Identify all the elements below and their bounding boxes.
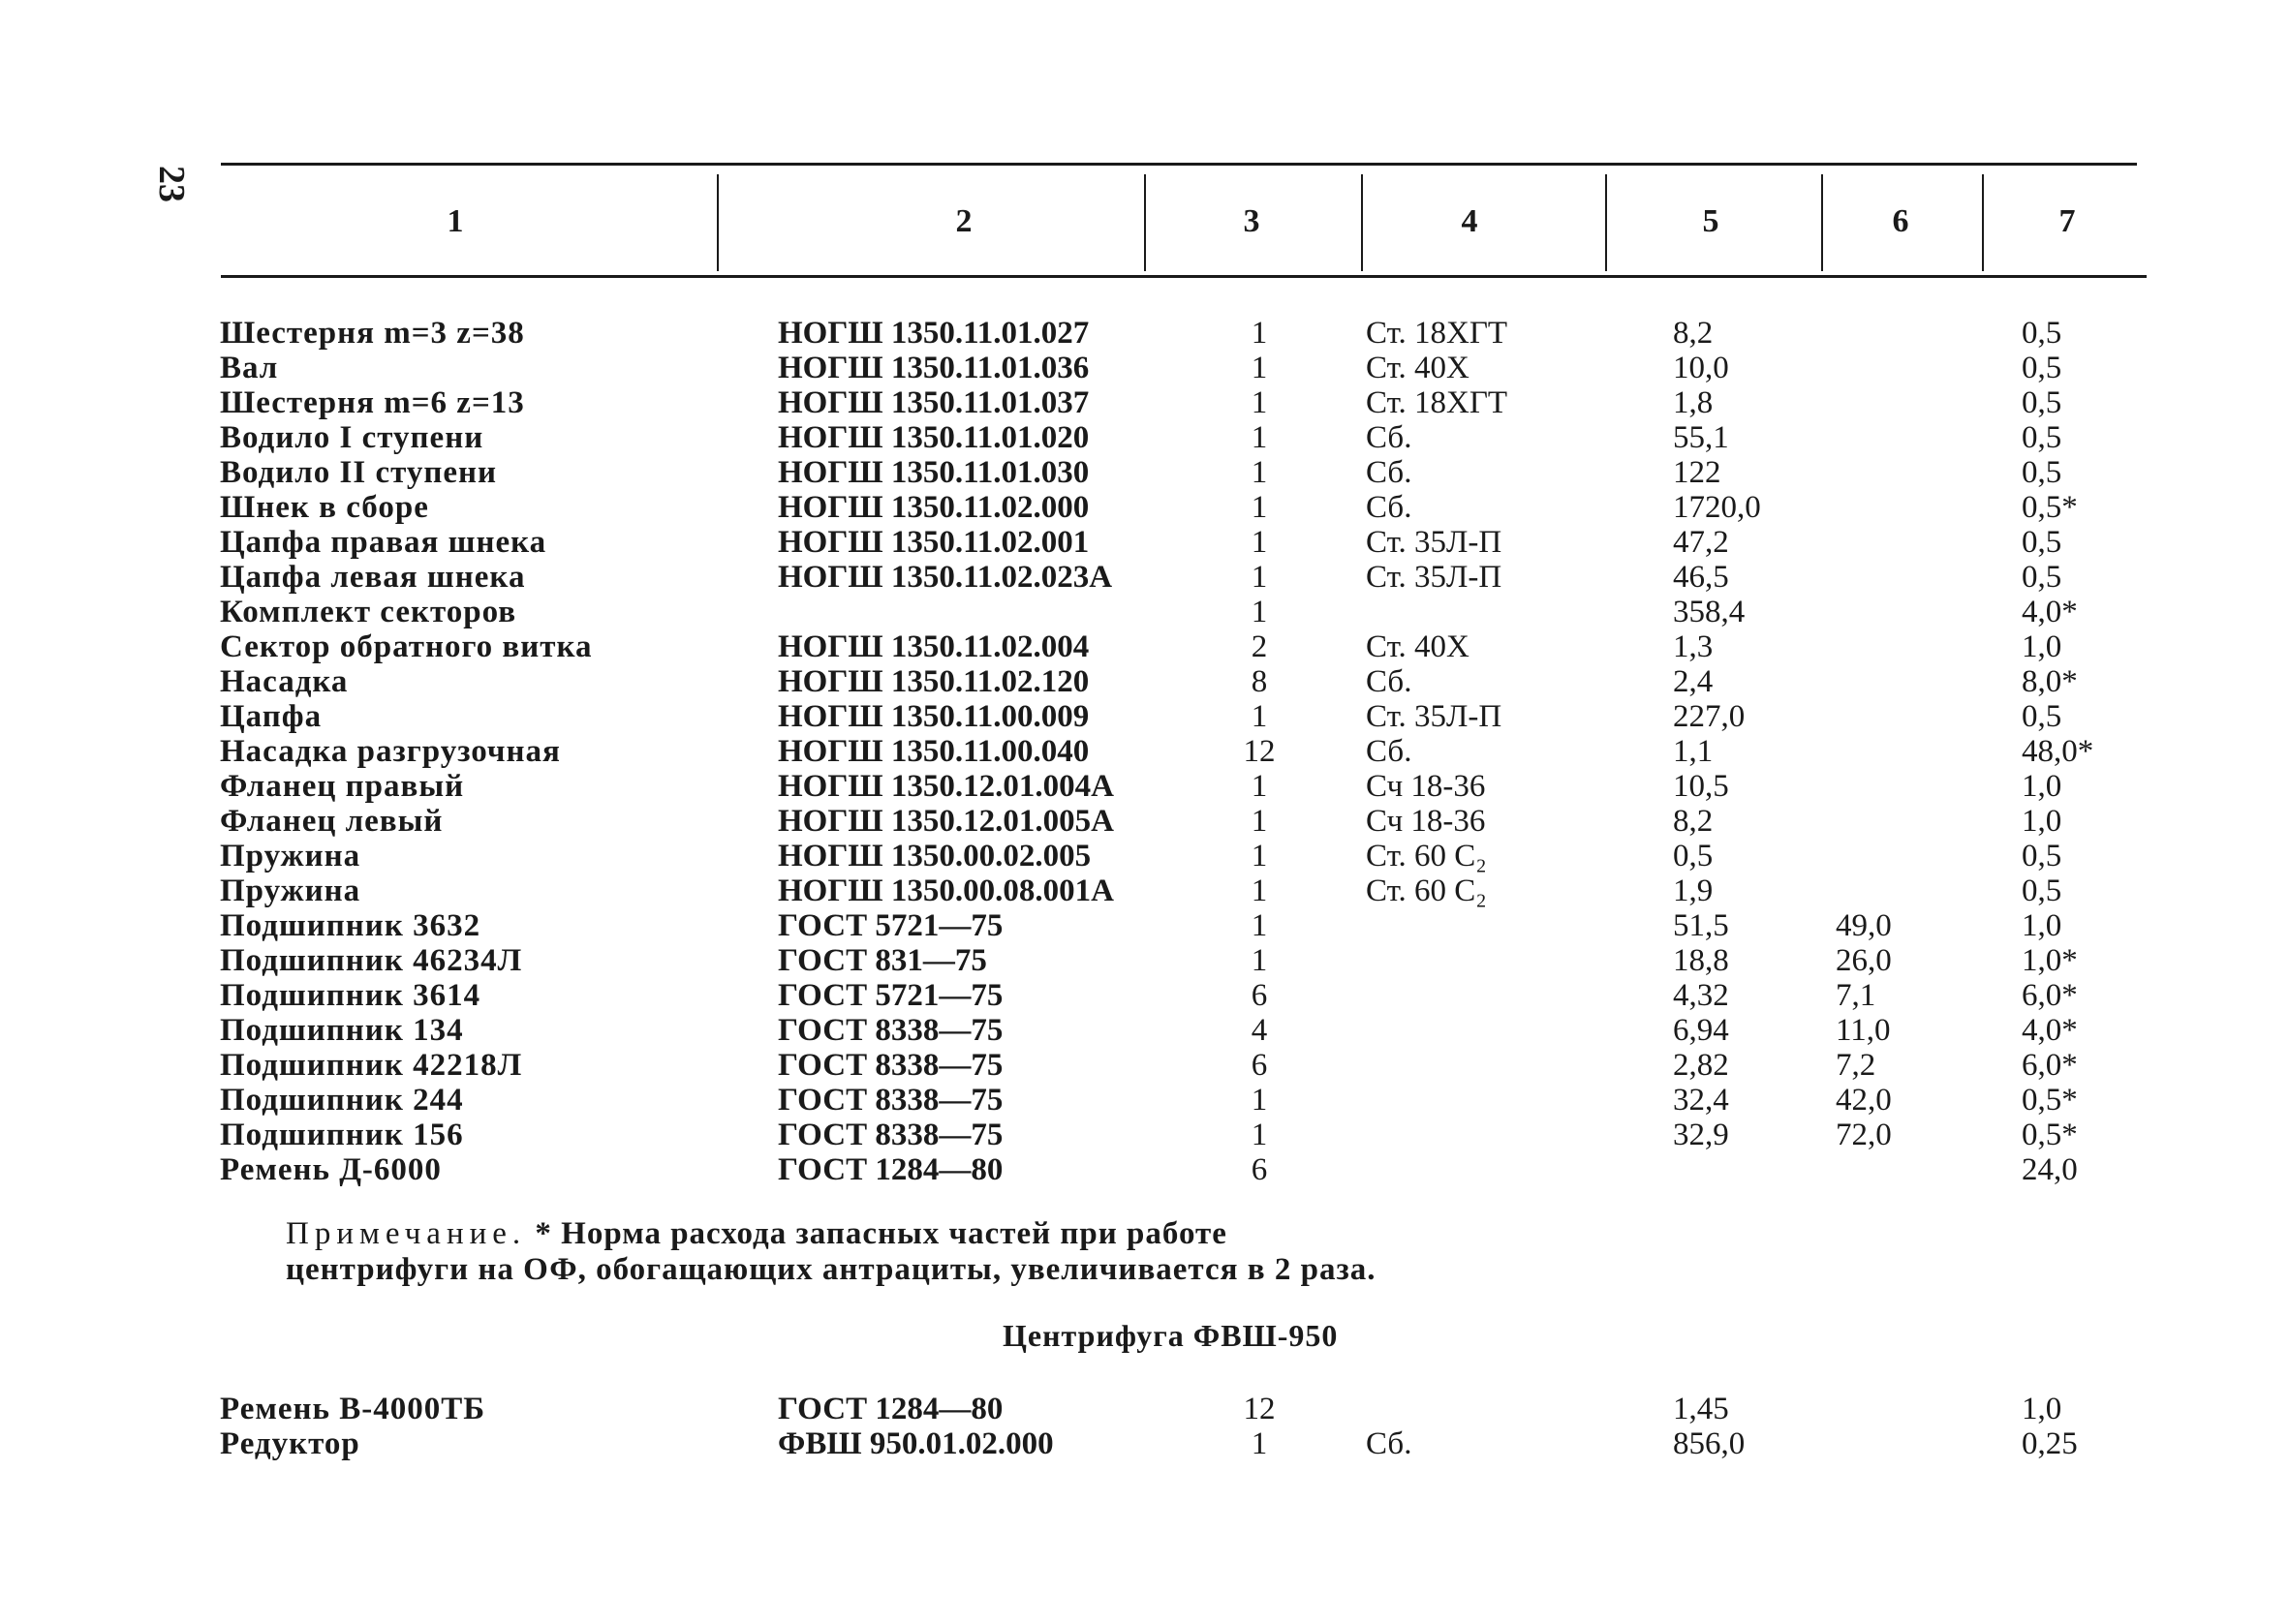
code-cell: ГОСТ 1284—80 xyxy=(778,1152,1004,1187)
mass-cell: 8,2 xyxy=(1673,316,1714,351)
code-cell: ГОСТ 8338—75 xyxy=(778,1048,1004,1083)
norm-cell: 6,0* xyxy=(2022,978,2078,1013)
header-col-1: 1 xyxy=(447,203,464,239)
norm-cell: 1,0 xyxy=(2022,769,2062,804)
table-row xyxy=(0,385,2289,420)
col6-cell: 49,0 xyxy=(1836,908,1892,943)
material-cell: Сч 18-36 xyxy=(1366,769,1486,804)
material-cell: Сб. xyxy=(1366,490,1412,525)
code-cell: НОГШ 1350.11.01.037 xyxy=(778,385,1090,420)
mass-cell: 10,0 xyxy=(1673,351,1729,385)
mass-cell: 0,5 xyxy=(1673,839,1714,873)
mass-cell: 856,0 xyxy=(1673,1426,1746,1461)
mass-cell: 358,4 xyxy=(1673,595,1746,629)
col6-cell: 72,0 xyxy=(1836,1118,1892,1152)
name-cell: Комплект секторов xyxy=(220,595,517,629)
note-text-line2: центрифуги на ОФ, обогащающих антрациты, увеличивается в 2 раза. xyxy=(286,1252,1376,1287)
name-cell: Подшипник 3614 xyxy=(220,978,481,1013)
norm-cell: 48,0* xyxy=(2022,734,2094,769)
name-cell: Ремень Д-6000 xyxy=(220,1152,442,1187)
col-separator xyxy=(1982,174,1984,271)
material-cell: Ст. 18ХГТ xyxy=(1366,316,1508,351)
col6-cell: 26,0 xyxy=(1836,943,1892,978)
table-row xyxy=(0,629,2289,664)
material-cell: Ст. 60 С₂ xyxy=(1366,839,1487,873)
code-cell: НОГШ 1350.11.01.027 xyxy=(778,316,1090,351)
qty-cell: 1 xyxy=(1251,316,1268,351)
qty-cell: 1 xyxy=(1251,943,1268,978)
table-row xyxy=(0,769,2289,804)
norm-cell: 0,5 xyxy=(2022,560,2062,595)
name-cell: Насадка разгрузочная xyxy=(220,734,561,769)
mass-cell: 1,9 xyxy=(1673,873,1714,908)
norm-cell: 4,0* xyxy=(2022,595,2078,629)
mass-cell: 8,2 xyxy=(1673,804,1714,839)
name-cell: Подшипник 244 xyxy=(220,1083,464,1118)
code-cell: НОГШ 1350.11.00.009 xyxy=(778,699,1090,734)
norm-cell: 1,0 xyxy=(2022,908,2062,943)
table-row xyxy=(0,873,2289,908)
header-col-6: 6 xyxy=(1892,203,1909,239)
table-row xyxy=(0,1048,2289,1083)
code-cell: НОГШ 1350.12.01.004А xyxy=(778,769,1114,804)
code-cell: НОГШ 1350.11.01.036 xyxy=(778,351,1090,385)
name-cell: Подшипник 46234Л xyxy=(220,943,523,978)
norm-cell: 1,0 xyxy=(2022,1392,2062,1426)
note-text-line1: * Норма расхода запасных частей при работе xyxy=(535,1216,1227,1251)
norm-cell: 1,0 xyxy=(2022,804,2062,839)
mass-cell: 32,9 xyxy=(1673,1118,1729,1152)
qty-cell: 4 xyxy=(1251,1013,1268,1048)
norm-cell: 1,0* xyxy=(2022,943,2078,978)
qty-cell: 1 xyxy=(1251,769,1268,804)
name-cell: Подшипник 156 xyxy=(220,1118,464,1152)
col6-cell: 11,0 xyxy=(1836,1013,1891,1048)
header-col-7: 7 xyxy=(2058,203,2076,239)
col-separator xyxy=(1821,174,1823,271)
code-cell: ГОСТ 831—75 xyxy=(778,943,987,978)
norm-cell: 0,5 xyxy=(2022,385,2062,420)
name-cell: Вал xyxy=(220,351,279,385)
norm-cell: 0,5 xyxy=(2022,699,2062,734)
header-col-4: 4 xyxy=(1461,203,1478,239)
material-cell: Сб. xyxy=(1366,1426,1412,1461)
table-row xyxy=(0,734,2289,769)
table-row xyxy=(0,595,2289,629)
col6-cell: 42,0 xyxy=(1836,1083,1892,1118)
qty-cell: 6 xyxy=(1251,1152,1268,1187)
code-cell: НОГШ 1350.11.01.030 xyxy=(778,455,1090,490)
qty-cell: 6 xyxy=(1251,978,1268,1013)
norm-cell: 0,5 xyxy=(2022,873,2062,908)
material-cell: Сб. xyxy=(1366,664,1412,699)
table-row xyxy=(0,1118,2289,1152)
code-cell: НОГШ 1350.11.00.040 xyxy=(778,734,1090,769)
material-cell: Ст. 35Л-П xyxy=(1366,699,1502,734)
norm-cell: 0,5* xyxy=(2022,1118,2078,1152)
name-cell: Подшипник 3632 xyxy=(220,908,481,943)
qty-cell: 1 xyxy=(1251,525,1268,560)
name-cell: Шестерня m=6 z=13 xyxy=(220,385,525,420)
header-rule-top xyxy=(221,163,2137,166)
qty-cell: 1 xyxy=(1251,1118,1268,1152)
table-row xyxy=(0,908,2289,943)
name-cell: Редуктор xyxy=(220,1426,360,1461)
norm-cell: 6,0* xyxy=(2022,1048,2078,1083)
table-row xyxy=(0,1426,2289,1461)
section-title: Центрифуга ФВШ-950 xyxy=(1003,1318,1339,1353)
qty-cell: 1 xyxy=(1251,560,1268,595)
qty-cell: 1 xyxy=(1251,490,1268,525)
qty-cell: 1 xyxy=(1251,385,1268,420)
qty-cell: 1 xyxy=(1251,1426,1268,1461)
qty-cell: 6 xyxy=(1251,1048,1268,1083)
mass-cell: 18,8 xyxy=(1673,943,1729,978)
material-cell: Ст. 40Х xyxy=(1366,629,1469,664)
header-col-2: 2 xyxy=(955,203,973,239)
mass-cell: 10,5 xyxy=(1673,769,1729,804)
mass-cell: 46,5 xyxy=(1673,560,1729,595)
qty-cell: 1 xyxy=(1251,908,1268,943)
material-cell: Сб. xyxy=(1366,455,1412,490)
code-cell: ГОСТ 8338—75 xyxy=(778,1013,1004,1048)
page-number: 23 xyxy=(151,166,192,202)
qty-cell: 1 xyxy=(1251,595,1268,629)
mass-cell: 227,0 xyxy=(1673,699,1746,734)
mass-cell: 4,32 xyxy=(1673,978,1729,1013)
table-row xyxy=(0,316,2289,351)
code-cell: ГОСТ 8338—75 xyxy=(778,1118,1004,1152)
norm-cell: 4,0* xyxy=(2022,1013,2078,1048)
norm-cell: 8,0* xyxy=(2022,664,2078,699)
name-cell: Пружина xyxy=(220,873,361,908)
name-cell: Фланец левый xyxy=(220,804,444,839)
name-cell: Шестерня m=3 z=38 xyxy=(220,316,525,351)
material-cell: Ст. 60 С₂ xyxy=(1366,873,1487,908)
qty-cell: 1 xyxy=(1251,804,1268,839)
norm-cell: 0,25 xyxy=(2022,1426,2078,1461)
code-cell: НОГШ 1350.12.01.005А xyxy=(778,804,1114,839)
table-row xyxy=(0,490,2289,525)
code-cell: ГОСТ 1284—80 xyxy=(778,1392,1004,1426)
col6-cell: 7,2 xyxy=(1836,1048,1876,1083)
col6-cell: 7,1 xyxy=(1836,978,1876,1013)
table-row xyxy=(0,1083,2289,1118)
norm-cell: 1,0 xyxy=(2022,629,2062,664)
name-cell: Пружина xyxy=(220,839,361,873)
norm-cell: 24,0 xyxy=(2022,1152,2078,1187)
header-col-5: 5 xyxy=(1702,203,1719,239)
header-rule-bottom xyxy=(221,275,2147,278)
table-row xyxy=(0,1152,2289,1187)
code-cell: ГОСТ 8338—75 xyxy=(778,1083,1004,1118)
mass-cell: 2,82 xyxy=(1673,1048,1729,1083)
mass-cell: 1,3 xyxy=(1673,629,1714,664)
code-cell: ГОСТ 5721—75 xyxy=(778,908,1004,943)
mass-cell: 1,8 xyxy=(1673,385,1714,420)
header-col-3: 3 xyxy=(1243,203,1260,239)
norm-cell: 0,5 xyxy=(2022,316,2062,351)
qty-cell: 12 xyxy=(1243,1392,1276,1426)
name-cell: Ремень В-4000ТБ xyxy=(220,1392,486,1426)
norm-cell: 0,5* xyxy=(2022,490,2078,525)
name-cell: Подшипник 42218Л xyxy=(220,1048,523,1083)
code-cell: ГОСТ 5721—75 xyxy=(778,978,1004,1013)
norm-cell: 0,5* xyxy=(2022,1083,2078,1118)
code-cell: НОГШ 1350.11.01.020 xyxy=(778,420,1090,455)
mass-cell: 1,45 xyxy=(1673,1392,1729,1426)
code-cell: НОГШ 1350.00.02.005 xyxy=(778,839,1092,873)
material-cell: Ст. 35Л-П xyxy=(1366,525,1502,560)
table-row xyxy=(0,978,2289,1013)
qty-cell: 2 xyxy=(1251,629,1268,664)
col-separator xyxy=(717,174,719,271)
name-cell: Цапфа xyxy=(220,699,323,734)
name-cell: Водило I ступени xyxy=(220,420,484,455)
norm-cell: 0,5 xyxy=(2022,455,2062,490)
code-cell: НОГШ 1350.11.02.023А xyxy=(778,560,1113,595)
name-cell: Сектор обратного витка xyxy=(220,629,593,664)
col-separator xyxy=(1361,174,1363,271)
col-separator xyxy=(1605,174,1607,271)
mass-cell: 122 xyxy=(1673,455,1721,490)
material-cell: Ст. 40Х xyxy=(1366,351,1469,385)
qty-cell: 8 xyxy=(1251,664,1268,699)
name-cell: Насадка xyxy=(220,664,349,699)
name-cell: Водило II ступени xyxy=(220,455,498,490)
table-row xyxy=(0,525,2289,560)
code-cell: ФВШ 950.01.02.000 xyxy=(778,1426,1054,1461)
table-row xyxy=(0,351,2289,385)
material-cell: Ст. 35Л-П xyxy=(1366,560,1502,595)
norm-cell: 0,5 xyxy=(2022,525,2062,560)
name-cell: Цапфа левая шнека xyxy=(220,560,526,595)
norm-cell: 0,5 xyxy=(2022,839,2062,873)
mass-cell: 6,94 xyxy=(1673,1013,1729,1048)
table-row xyxy=(0,1013,2289,1048)
col-separator xyxy=(1144,174,1146,271)
table-row xyxy=(0,664,2289,699)
mass-cell: 51,5 xyxy=(1673,908,1729,943)
name-cell: Шнек в сборе xyxy=(220,490,429,525)
name-cell: Цапфа правая шнека xyxy=(220,525,547,560)
table-row xyxy=(0,560,2289,595)
qty-cell: 1 xyxy=(1251,351,1268,385)
table-row xyxy=(0,455,2289,490)
code-cell: НОГШ 1350.11.02.120 xyxy=(778,664,1090,699)
qty-cell: 1 xyxy=(1251,1083,1268,1118)
material-cell: Сч 18-36 xyxy=(1366,804,1486,839)
code-cell: НОГШ 1350.11.02.004 xyxy=(778,629,1090,664)
qty-cell: 1 xyxy=(1251,455,1268,490)
norm-cell: 0,5 xyxy=(2022,351,2062,385)
mass-cell: 47,2 xyxy=(1673,525,1729,560)
code-cell: НОГШ 1350.11.02.001 xyxy=(778,525,1090,560)
note-label: Примечание. xyxy=(286,1216,527,1251)
note xyxy=(286,1216,1545,1288)
code-cell: НОГШ 1350.11.02.000 xyxy=(778,490,1090,525)
material-cell: Сб. xyxy=(1366,420,1412,455)
name-cell: Подшипник 134 xyxy=(220,1013,464,1048)
qty-cell: 1 xyxy=(1251,873,1268,908)
table-row xyxy=(0,839,2289,873)
qty-cell: 1 xyxy=(1251,699,1268,734)
mass-cell: 32,4 xyxy=(1673,1083,1729,1118)
qty-cell: 1 xyxy=(1251,420,1268,455)
norm-cell: 0,5 xyxy=(2022,420,2062,455)
mass-cell: 1,1 xyxy=(1673,734,1714,769)
table-row xyxy=(0,420,2289,455)
material-cell: Сб. xyxy=(1366,734,1412,769)
qty-cell: 1 xyxy=(1251,839,1268,873)
qty-cell: 12 xyxy=(1243,734,1276,769)
mass-cell: 55,1 xyxy=(1673,420,1729,455)
code-cell: НОГШ 1350.00.08.001А xyxy=(778,873,1114,908)
mass-cell: 2,4 xyxy=(1673,664,1714,699)
mass-cell: 1720,0 xyxy=(1673,490,1761,525)
table-row xyxy=(0,1392,2289,1426)
material-cell: Ст. 18ХГТ xyxy=(1366,385,1508,420)
name-cell: Фланец правый xyxy=(220,769,465,804)
table-row xyxy=(0,943,2289,978)
table-row xyxy=(0,699,2289,734)
table-row xyxy=(0,804,2289,839)
